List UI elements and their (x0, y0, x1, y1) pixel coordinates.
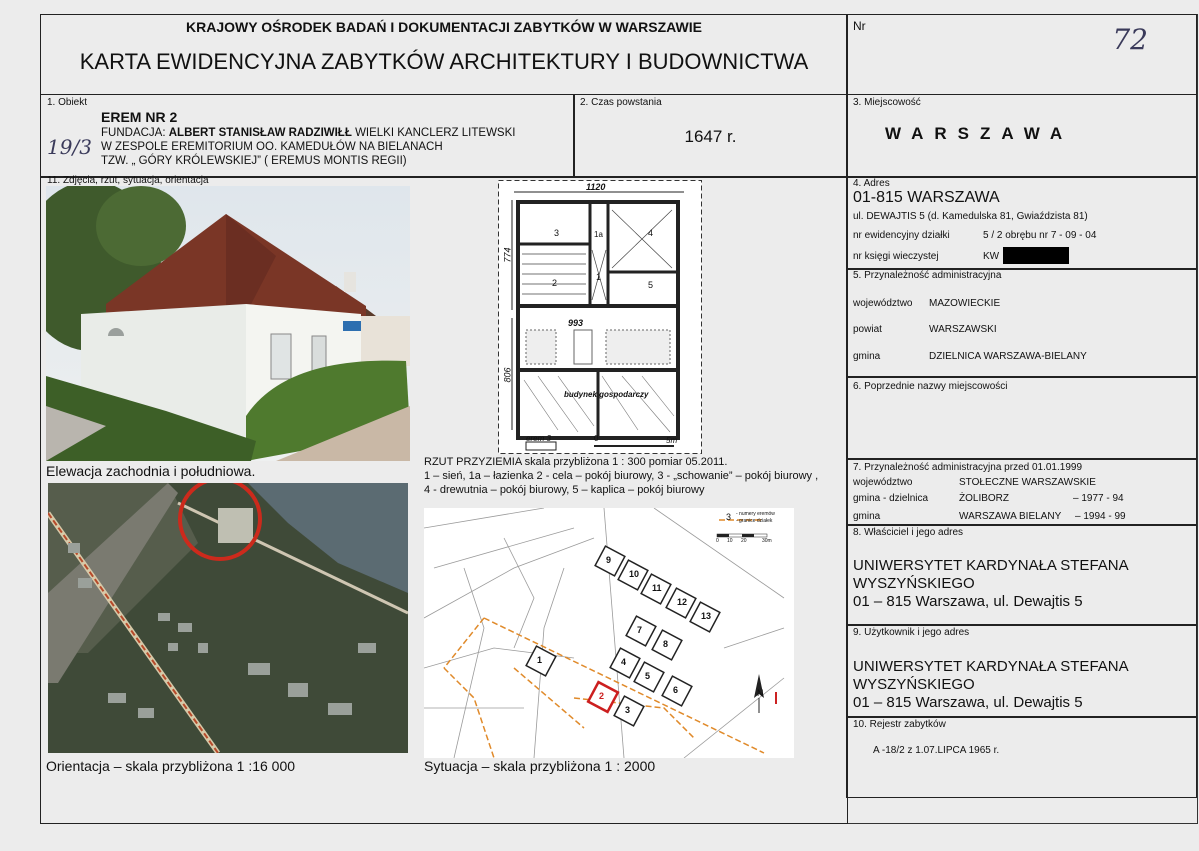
erem-number-6: 6 (673, 685, 679, 695)
aerial-map-image (48, 483, 408, 753)
plan-room-1a: 1a (594, 230, 603, 239)
north-label: N (757, 688, 764, 698)
obiekt-desc-2: W ZESPOLE EREMITORIUM OO. KAMEDUŁÓW NA BIELANACH (101, 141, 443, 153)
przed-gd-label: gmina - dzielnica (853, 493, 929, 504)
uzytkownik-line-1: UNIWERSYTET KARDYNAŁA STEFANA (853, 658, 1129, 675)
nr-box (846, 14, 1197, 95)
plan-scale-0: 0 (594, 434, 599, 443)
obiekt-label: 1. Obiekt (47, 97, 88, 108)
przynaleznosc-box (846, 268, 1197, 378)
erem-number-10: 10 (629, 569, 640, 579)
erem-number-8: 8 (663, 639, 669, 649)
nr-label: Nr (853, 19, 866, 33)
map-caption: Orientacja – skala przybliżona 1 :16 000 (46, 758, 296, 774)
building-photo (46, 186, 410, 461)
obiekt-box (40, 94, 575, 178)
floor-plan-drawing (498, 180, 702, 454)
erem-number-5: 5 (645, 671, 651, 681)
gmina-value: DZIELNICA WARSZAWA-BIELANY (929, 351, 1087, 362)
zdjecia-label: 11. Zdjęcia, rzut, sytuacja, orientacja (47, 175, 209, 186)
wlasciciel-box (846, 524, 1197, 626)
nr-handwritten-value: 72 (1112, 23, 1148, 56)
uzytkownik-label: 9. Użytkownik i jego adres (853, 627, 970, 638)
przed-gd-years: – 1977 - 94 (1073, 493, 1124, 504)
uzytkownik-line-2: WYSZYŃSKIEGO (853, 676, 975, 693)
adres-label: 4. Adres (853, 178, 890, 189)
legend-scale-30: 30m (762, 538, 772, 544)
przed1999-box (846, 458, 1197, 526)
adres-box (846, 176, 1197, 270)
przed-woj-label: województwo (853, 477, 913, 488)
floor-plan (498, 180, 702, 454)
legend-scale-20: 20 (741, 538, 747, 544)
desc-prefix: FUNDACJA: (101, 127, 166, 139)
miejscowosc-box (846, 94, 1197, 178)
photo-caption: Elewacja zachodnia i południowa. (46, 463, 256, 479)
kw-label: nr księgi wieczystej (853, 251, 939, 262)
wlasciciel-label: 8. Właściciel i jego adres (853, 527, 964, 538)
czas-label: 2. Czas powstania (580, 97, 662, 108)
pow-label: powiat (853, 324, 882, 335)
erem-number-1: 1 (537, 655, 543, 665)
czas-value: 1647 r. (684, 127, 737, 146)
legend-num: 3 (726, 512, 732, 522)
plan-room-2: 2 (552, 278, 558, 288)
czas-box (573, 94, 848, 178)
desc-suffix: WIELKI KANCLERZ LITEWSKI (355, 127, 516, 139)
erem-number-7: 7 (637, 625, 643, 635)
obiekt-desc-1 (101, 127, 515, 139)
desc-founder: ALBERT STANISŁAW RADZIWIŁŁ (168, 127, 352, 139)
przynaleznosc-label: 5. Przynależność administracyjna (853, 270, 1002, 281)
legend-plot-borders: - granice działek (736, 518, 773, 524)
plan-room-3: 3 (554, 228, 560, 238)
handwritten-number: 19/3 (47, 135, 92, 159)
legend-erem-numbers: - numery eremów (736, 511, 775, 517)
obiekt-name: EREM NR 2 (101, 109, 178, 125)
legend-scale-0: 0 (716, 538, 719, 544)
przed-gmina-label: gmina (853, 511, 881, 522)
legend-scale-10: 10 (727, 538, 733, 544)
adres-street: ul. DEWAJTIS 5 (d. Kamedulska 81, Gwiaździsta 81) (853, 211, 1088, 222)
plan-dim-left2: 806 (502, 367, 513, 383)
situation-drawing (424, 508, 794, 758)
parcel-value: 5 / 2 obrębu nr 7 - 09 - 04 (983, 230, 1097, 241)
poprzednie-label: 6. Poprzednie nazwy miejscowości (853, 381, 1008, 392)
rejestr-label: 10. Rejestr zabytków (853, 719, 946, 730)
przed-gmina-years: – 1994 - 99 (1075, 511, 1126, 522)
plan-dim-inner: 993 (568, 318, 584, 328)
miejscowosc-value: WARSZAWA (885, 124, 1074, 143)
erem-number-11: 11 (652, 583, 662, 593)
plan-room-4: 4 (648, 228, 654, 238)
plan-room-5: 5 (648, 280, 654, 290)
przed-gd-value: ŻOLIBORZ (959, 493, 1010, 504)
erem-number-2: 2 (599, 691, 605, 701)
gmina-label: gmina (853, 351, 881, 362)
rejestr-value: A -18/2 z 1.07.LIPCA 1965 r. (873, 745, 1000, 756)
przed-gmina-value: WARSZAWA BIELANY (959, 511, 1062, 522)
situation-plan (424, 508, 794, 758)
kw-value: KW (983, 251, 1000, 262)
erem-number-3: 3 (625, 705, 631, 715)
erem-number-13: 13 (701, 611, 712, 621)
erem-number-12: 12 (677, 597, 688, 607)
parcel-label: nr ewidencyjny działki (853, 230, 950, 241)
plan-building-label: budynek gospodarczy (564, 390, 649, 399)
uzytkownik-line-3: 01 – 815 Warszawa, ul. Dewajtis 5 (853, 694, 1083, 711)
erem-number-9: 9 (606, 555, 612, 565)
plan-room-1: 1 (596, 272, 602, 282)
woj-label: województwo (853, 298, 913, 309)
wlasciciel-line-2: WYSZYŃSKIEGO (853, 575, 975, 592)
uzytkownik-box (846, 624, 1197, 718)
header-box (40, 14, 848, 95)
plan-erem-label: erem 3 (526, 434, 551, 443)
plan-dim-top: 1120 (586, 182, 606, 192)
pow-value: WARSZAWSKI (929, 324, 997, 335)
adres-postal: 01-815 WARSZAWA (853, 189, 1000, 206)
obiekt-desc-3: TZW. „ GÓRY KRÓLEWSKIEJ” ( EREMUS MONTIS REGII) (101, 155, 407, 167)
wlasciciel-line-3: 01 – 815 Warszawa, ul. Dewajtis 5 (853, 593, 1083, 610)
card-title: KARTA EWIDENCYJNA ZABYTKÓW ARCHITEKTURY I BUDOWNICTWA (79, 49, 809, 74)
woj-value: MAZOWIECKIE (929, 298, 1001, 309)
plan-scale-5: 5m (666, 436, 678, 445)
plan-caption-1: RZUT PRZYZIEMIA skala przybliżona 1 : 300 pomiar 05.2011. (424, 456, 728, 468)
erem-number-4: 4 (621, 657, 627, 667)
building-photo-image (46, 186, 410, 461)
rejestr-box (846, 716, 1197, 798)
institution-name: KRAJOWY OŚRODEK BADAŃ I DOKUMENTACJI ZABYTKÓW W WARSZAWIE (186, 19, 702, 35)
plan-caption-3: 4 - drewutnia – pokój biurowy, 5 – kaplica – pokój biurowy (424, 484, 705, 496)
miejscowosc-label: 3. Miejscowość (853, 97, 921, 108)
kw-redaction (1003, 247, 1069, 264)
plan-caption-2: 1 – sień, 1a – łazienka 2 - cela – pokój biurowy, 3 - „schowanie” – pokój biurowy , (424, 470, 819, 482)
przed-woj-value: STOŁECZNE WARSZAWSKIE (959, 477, 1096, 488)
wlasciciel-line-1: UNIWERSYTET KARDYNAŁA STEFANA (853, 557, 1129, 574)
poprzednie-box (846, 376, 1197, 460)
situation-caption: Sytuacja – skala przybliżona 1 : 2000 (424, 758, 656, 774)
aerial-map (48, 483, 408, 753)
plan-dim-left: 774 (502, 247, 513, 263)
przed1999-label: 7. Przynależność administracyjna przed 01.01.1999 (853, 462, 1083, 473)
